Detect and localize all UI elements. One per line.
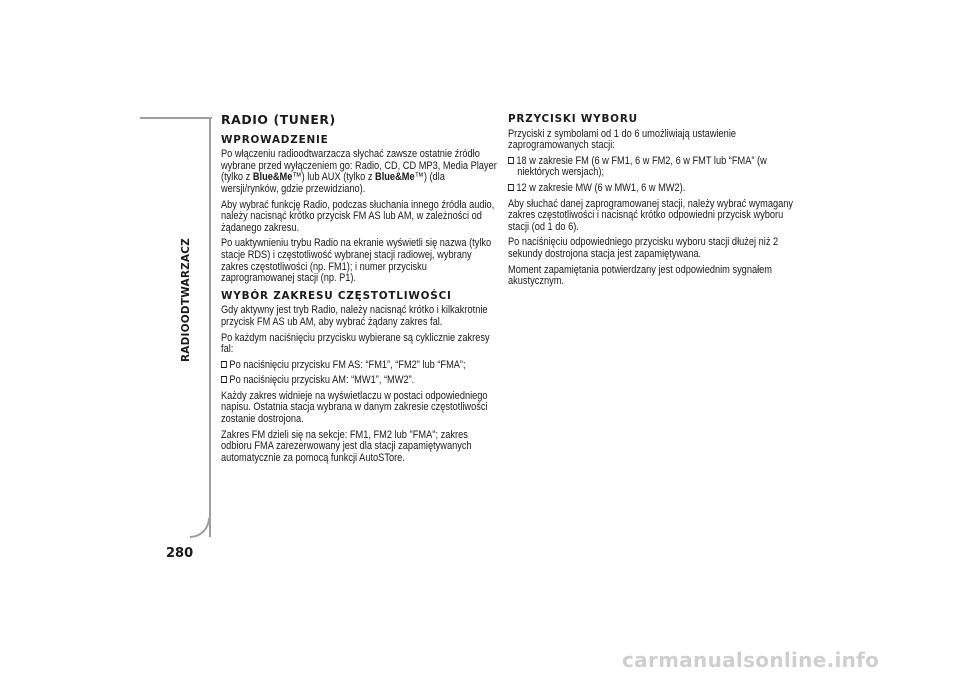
band-paragraph-3: Każdy zakres widnieje na wyświetlaczu w postaci odpowiedniego napisu. Ostatnia stacja wybrana w danym zakresie częstotliwości zostanie dostrojona.	[221, 389, 488, 426]
intro-paragraph-2: Aby wybrać funkcję Radio, podczas słuchania innego źródła audio, należy nacisnąć krótko przycisk FM AS lub AM, w zależności od żądanego zakresu.	[221, 198, 495, 234]
margin-rule-vertical	[209, 117, 211, 537]
page-number: 280	[166, 546, 194, 561]
section-heading-band-selection: WYBÓR ZAKRESU CZĘSTOTLIWOŚCI	[221, 289, 452, 302]
page-title: RADIO (TUNER)	[221, 112, 336, 127]
band-paragraph-2: Po każdym naciśnięciu przycisku wybierane są cyklicznie zakresy fal:	[221, 331, 490, 356]
preset-bullet-mw	[508, 183, 794, 195]
bullet-text-continued: niektórych wersjach);	[517, 166, 605, 179]
text-run: ™) lub AUX (tylko z	[292, 171, 376, 184]
section-heading-introduction: WPROWADZENIE	[221, 133, 329, 146]
preset-bullet-fm	[508, 156, 794, 179]
section-label: RADIOODTWARZACZ	[180, 238, 192, 362]
intro-paragraph-1	[221, 149, 498, 195]
site-watermark: carmanualsonline.info	[622, 648, 880, 672]
brand-name: Blue&Me	[375, 171, 415, 184]
band-paragraph-4: Zakres FM dzieli się na sekcje: FM1, FM2 lub "FMA"; zakres odbioru FMA zarezerwowany jest dla stacji zapamiętywanych automatycznie za pomocą funkcji AutoSTore.	[221, 428, 472, 464]
right-column	[508, 114, 794, 292]
preset-paragraph-1: Przyciski z symbolami od 1 do 6 umożliwiają ustawienie zaprogramowanych stacji:	[508, 127, 737, 152]
bullet-text: Po naciśnięciu przycisku AM: “MW1”, “MW2”.	[229, 374, 415, 387]
band-bullet-fm	[221, 360, 498, 372]
brand-name: Blue&Me	[252, 171, 293, 184]
margin-rule-horizontal	[140, 117, 212, 119]
bullet-box-icon	[221, 376, 227, 383]
text-run: Po włączeniu radioodtwarzacza słychać zawsze ostatnie źródło wybrane przed wyłączeniem go: Radio, CD, CD MP3, Media Player (tylko z	[221, 148, 497, 184]
intro-paragraph-3: Po uaktywnieniu trybu Radio na ekranie wyświetli się nazwa (tylko stacje RDS) i częstotliwość wybranej stacji radiowej, wybrany zakres częstotliwości (np. FM1); i numer przycisku zaprogramowanej stacji (np. P1).	[221, 237, 492, 285]
text-run: ™) (dla wersji/rynków, gdzie przewidziano).	[221, 171, 445, 195]
bullet-text: 18 w zakresie FM (6 w FM1, 6 w FM2, 6 w FMT lub “FMA” (w	[516, 154, 767, 167]
left-column	[221, 114, 498, 468]
bullet-box-icon	[508, 157, 514, 164]
preset-paragraph-3: Po naciśnięciu odpowiedniego przycisku wyboru stacji dłużej niż 2 sekundy dostrojona stacja jest zapamiętywana.	[508, 236, 779, 260]
bullet-box-icon	[221, 361, 227, 368]
section-heading-preset-buttons: PRZYCISKI WYBORU	[508, 113, 638, 125]
margin-rule-corner	[190, 518, 210, 538]
bullet-text: Po naciśnięciu przycisku FM AS: “FM1”, “FM2” lub “FMA”;	[229, 358, 466, 371]
band-bullet-am	[221, 375, 498, 387]
bullet-text: 12 w zakresie MW (6 w MW1, 6 w MW2).	[516, 181, 686, 194]
band-paragraph-1: Gdy aktywny jest tryb Radio, należy nacisnąć krótko i kilkakrotnie przycisk FM AS ub AM, aby wybrać żądany zakres fal.	[221, 304, 488, 328]
bullet-box-icon	[508, 184, 514, 191]
preset-paragraph-2: Aby słuchać danej zaprogramowanej stacji, należy wybrać wymagany zakres częstotliwości i nacisnąć krótko odpowiedni przycisk wyboru stacji (od 1 do 6).	[508, 197, 794, 233]
preset-paragraph-4: Moment zapamiętania potwierdzany jest odpowiednim sygnałem akustycznym.	[508, 263, 772, 288]
